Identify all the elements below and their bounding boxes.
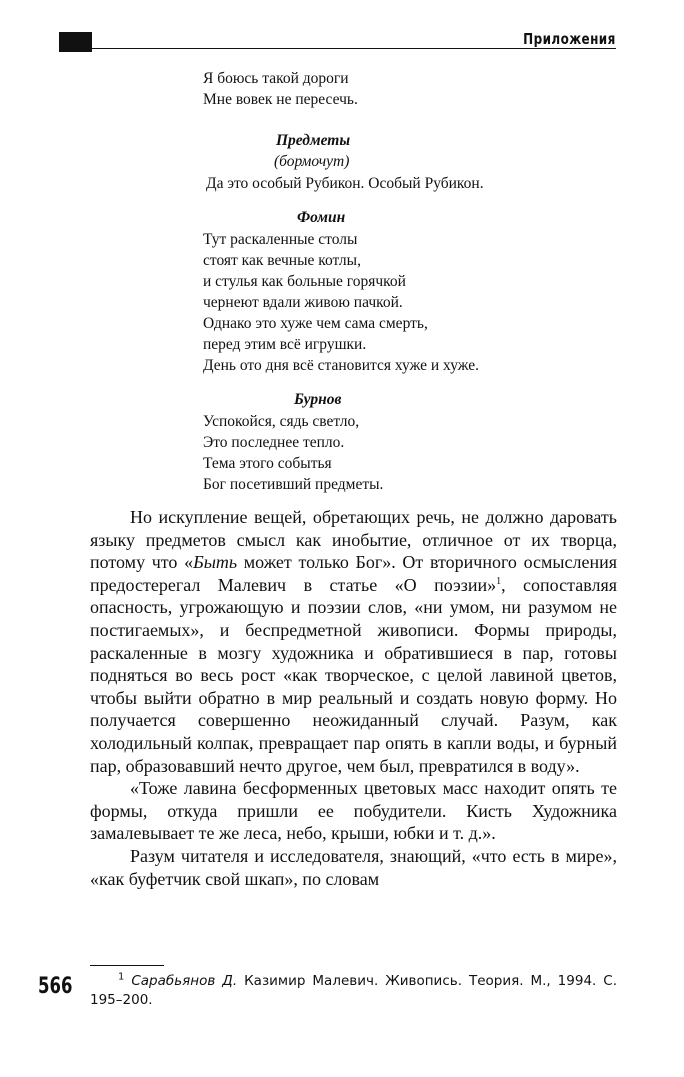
poem-line: и стулья как больные горячкой [203, 273, 406, 290]
predmety-line: Да это особый Рубикон. Особый Рубикон. [206, 175, 484, 192]
paragraph-1 [90, 506, 617, 777]
speaker-burnov: Бурнов [294, 391, 342, 408]
poem-line: чернеют вдали живою пачкой. [203, 294, 403, 311]
footnote-text: Казимир Малевич. Живопись. Теория. М., 1994. С. 195–200. [90, 973, 617, 1008]
paragraph-2: «Тоже лавина бесформенных цветовых масс находит опять те формы, откуда пришли ее побудители. Кисть Художника замалевывает те же леса, небо, крыши, юбки и т. д.». [90, 778, 617, 844]
poem-burnov [203, 411, 383, 495]
page-number: 566 [38, 974, 73, 999]
footnote-marker: 1 [118, 971, 125, 983]
speaker-predmety: Предметы [276, 132, 351, 149]
text-run: может только Бог». От вторичного осмысления предостерегал Малевич в статье «О поэзии» [90, 552, 617, 595]
poem-line: День ото дня всё становится хуже и хуже. [203, 357, 479, 374]
poem-intro [203, 68, 358, 110]
footnote [90, 972, 617, 1010]
text-run: , сопоставляя опасность, угрожающую и поэзии слов, «ни умом, ни разумом не постигаемых», и беспредметной живописи. Формы природы, раскаленные в мозгу художника и обратившиеся в пар, готовы подняться во весь рост «как творческое, с целой лавиной цветов, чтобы выйти обратно в мир реальный и создать новую форму. Но получается совершенно неожиданный случай. Разум, как холодильный колпак, превращает пар опять в капли воды, и бурный пар, образовавший нечто другое, чем был, превратился в воду». [90, 574, 617, 776]
poem-line: перед этим всё игрушки. [203, 336, 367, 353]
body-text [90, 506, 617, 890]
header-rule [92, 48, 616, 49]
stage-direction: (бормочут) [274, 153, 350, 170]
poem-fomin [203, 229, 479, 376]
italic-word: Быть [193, 552, 238, 573]
poem-line: Успокойся, сядь светло, [203, 413, 360, 430]
poem-line: Однако это хуже чем сама смерть, [203, 315, 428, 332]
footnote-rule [90, 965, 164, 966]
text-run: Но искупление вещей, обретающих речь, не должно даровать языку предметов смысл как инобытие, отличное от их творца, потому что « [90, 507, 617, 573]
poem-line: Я боюсь такой дороги [203, 70, 349, 87]
poem-line: Бог посетивший предметы. [203, 476, 384, 493]
poem-line: Тема этого событья [203, 455, 332, 472]
header-black-block [59, 32, 92, 52]
footnote-ref: 1 [496, 575, 502, 587]
poem-line: стоят как вечные котлы, [203, 252, 361, 269]
speaker-fomin: Фомин [297, 209, 346, 226]
poem-line: Тут раскаленные столы [203, 231, 358, 248]
poem-line: Это последнее тепло. [203, 434, 345, 451]
poem-line: Мне вовек не пересечь. [203, 91, 358, 108]
footnote-author: Сарабьянов Д. [131, 973, 238, 989]
running-head: Приложения [523, 30, 616, 48]
paragraph-3: Разум читателя и исследователя, знающий, «что есть в мире», «как буфетчик свой шкап», по словам [90, 845, 617, 889]
